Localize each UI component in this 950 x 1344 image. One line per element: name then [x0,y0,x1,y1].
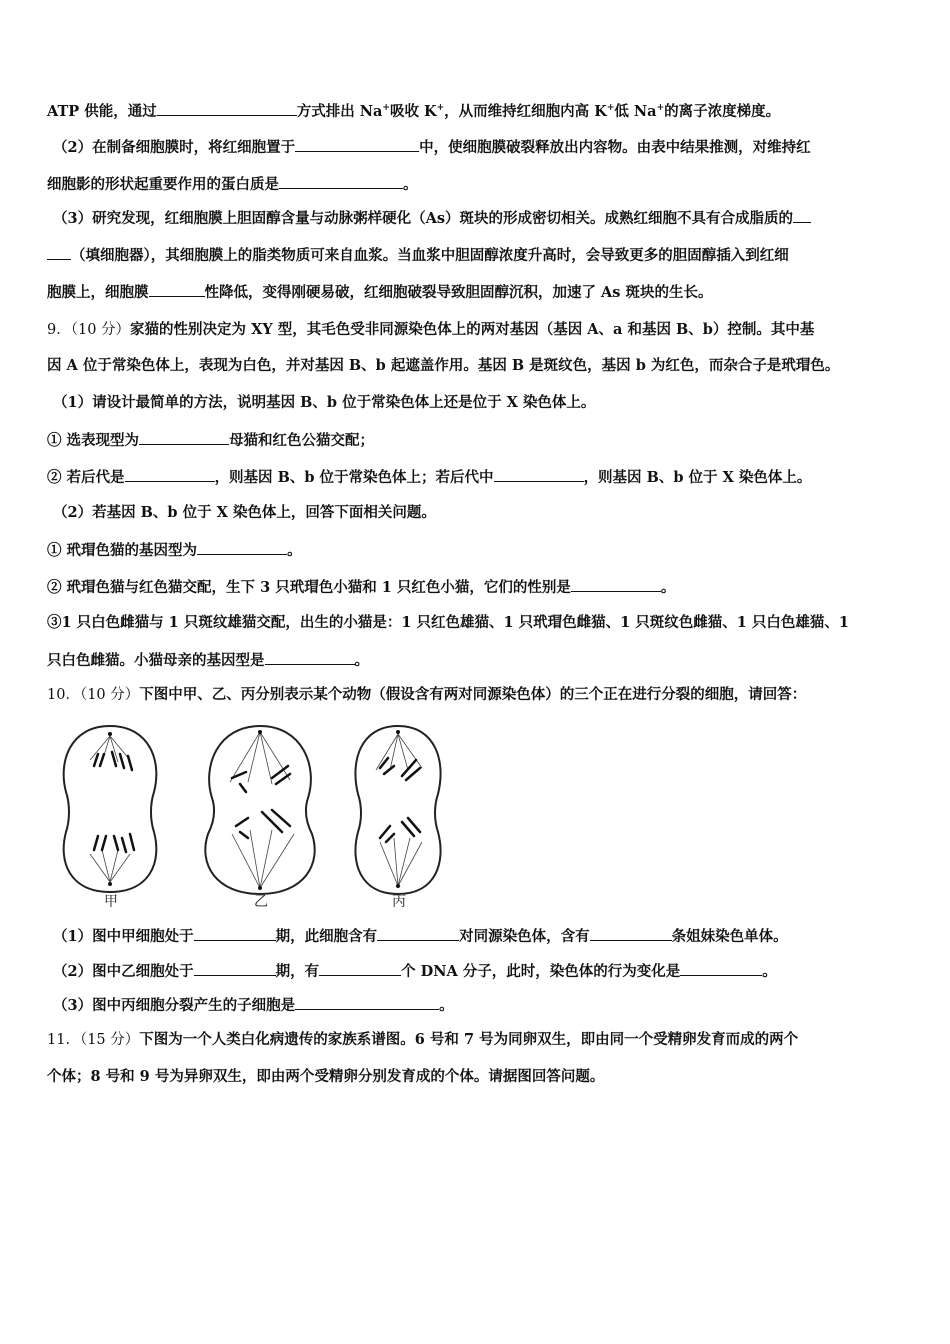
cell-division-figure [50,722,470,907]
text-line-3: 细胞影的形状起重要作用的蛋白质是 。 [47,176,418,193]
question-9-item-5-cont: 只白色雌猫。小猫母亲的基因型是 。 [47,652,369,669]
question-9-part-1: （1）请设计最简单的方法，说明基因 B、b 位于常染色体上还是位于 X 染色体上。 [53,394,596,411]
text-line-2: （2）在制备细胞膜时，将红细胞置于 中，使细胞膜破裂释放出内容物。由表中结果推测，对维持红 [53,139,811,156]
answer-blank[interactable] [47,245,71,260]
answer-blank[interactable] [590,926,672,941]
answer-blank[interactable] [295,137,419,152]
cell-bing-membrane [355,726,440,894]
question-11-line-2: 个体；8 号和 9 号为异卵双生，即由两个受精卵分别发育成的个体。请据图回答问题。 [47,1068,605,1085]
answer-blank[interactable] [279,174,403,189]
question-9-part-2: （2）若基因 B、b 位于 X 染色体上，回答下面相关问题。 [53,504,436,521]
answer-blank[interactable] [149,282,205,297]
cell-yi-membrane [205,726,314,894]
text-line-5: （填细胞器），其细胞膜上的脂类物质可来自血浆。当血浆中胆固醇浓度升高时，会导致更多的胆固醇插入到红细 [47,245,789,266]
question-10-part-2: （2）图中乙细胞处于 期，有 个 DNA 分子，此时，染色体的行为变化是 。 [53,963,777,980]
question-9-line-1: 9．（10 分）家猫的性别决定为 XY 型，其毛色受非同源染色体上的两对基因（基因 A、a 和基因 B、b）控制。其中基 [47,321,815,338]
answer-blank[interactable] [194,961,276,976]
answer-blank[interactable] [194,926,276,941]
text-line-1: ATP 供能，通过 方式排出 Na+吸收 K+，从而维持红细胞内高 K+低 Na+的离子浓度梯度。 [47,103,781,120]
question-10-part-1: （1）图中甲细胞处于 期，此细胞含有 对同源染色体，含有 条姐妹染色单体。 [53,928,788,945]
answer-blank[interactable] [157,101,297,116]
caption-yi: 乙 [254,894,268,907]
text-line-4: （3）研究发现，红细胞膜上胆固醇含量与动脉粥样硬化（As）斑块的形成密切相关。成熟红细胞不具有合成脂质的 [53,208,811,229]
answer-blank[interactable] [793,208,811,223]
question-11-line-1: 11．（15 分）下图为一个人类白化病遗传的家族系谱图。6 号和 7 号为同卵双生，即由同一个受精卵发育而成的两个 [47,1031,799,1048]
cell-jia-membrane [64,726,157,892]
answer-blank[interactable] [377,926,459,941]
answer-blank[interactable] [139,430,229,445]
answer-blank[interactable] [197,540,287,555]
answer-blank[interactable] [265,650,355,665]
answer-blank[interactable] [680,961,762,976]
question-9-item-2: ② 若后代是 ，则基因 B、b 位于常染色体上；若后代中 ，则基因 B、b 位于 X 染色体上。 [47,469,812,486]
question-9-item-3: ① 玳瑁色猫的基因型为 。 [47,542,302,559]
caption-jia: 甲 [104,894,118,907]
answer-blank[interactable] [295,995,439,1010]
question-9-item-4: ② 玳瑁色猫与红色猫交配，生下 3 只玳瑁色小猫和 1 只红色小猫，它们的性别是 。 [47,579,676,596]
answer-blank[interactable] [571,577,661,592]
question-9-line-2: 因 A 位于常染色体上，表现为白色，并对基因 B、b 起遮盖作用。基因 B 是斑纹色，基因 b 为红色，而杂合子是玳瑁色。 [47,357,840,374]
question-9-item-5: ③1 只白色雌猫与 1 只斑纹雄猫交配，出生的小猫是：1 只红色雄猫、1 只玳瑁色雌猫、1 只斑纹色雌猫、1 只白色雄猫、1 [47,614,849,631]
answer-blank[interactable] [319,961,401,976]
question-10-part-3: （3）图中丙细胞分裂产生的子细胞是 。 [53,997,454,1014]
answer-blank[interactable] [494,467,584,482]
question-9-item-1: ① 选表现型为 母猫和红色公猫交配； [47,432,375,449]
text-line-6: 胞膜上，细胞膜 性降低，变得刚硬易破，红细胞破裂导致胆固醇沉积，加速了 As 斑块的生长。 [47,284,713,301]
caption-bing: 丙 [392,894,406,907]
answer-blank[interactable] [125,467,215,482]
question-10-line-1: 10．（10 分）下图中甲、乙、丙分别表示某个动物（假设含有两对同源染色体）的三个正在进行分裂的细胞，请回答： [47,686,807,703]
